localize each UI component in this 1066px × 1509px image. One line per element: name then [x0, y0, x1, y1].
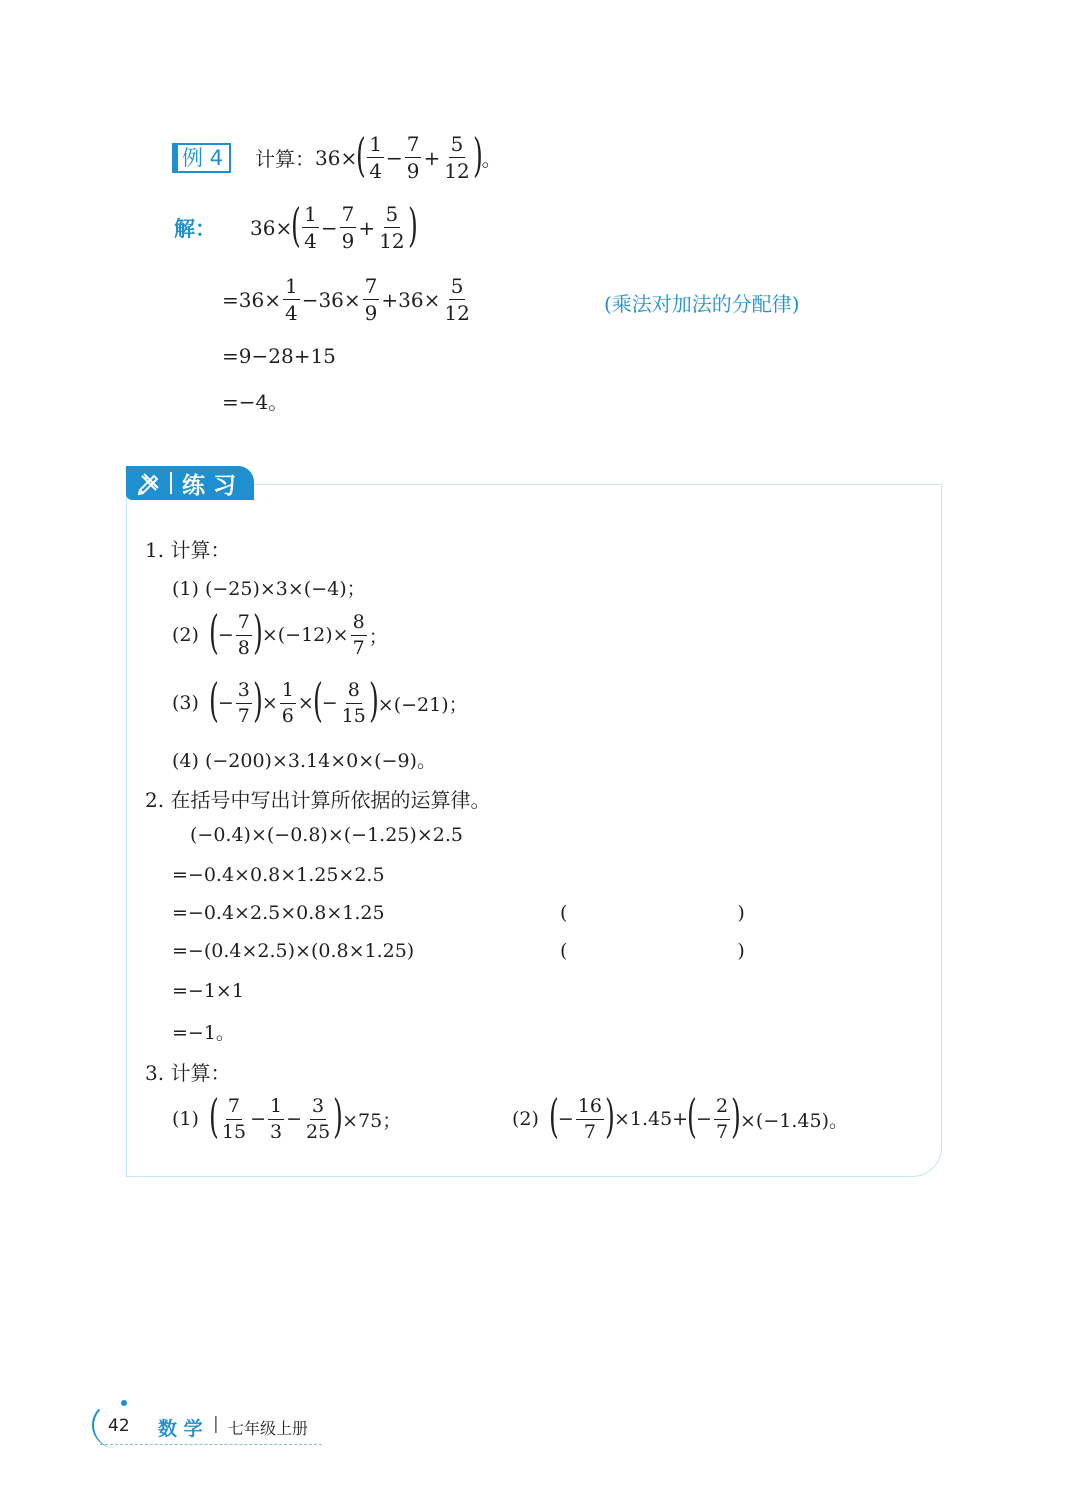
practice-tab [126, 466, 254, 500]
part-number: (2) [512, 1108, 539, 1130]
sign: − [217, 624, 234, 646]
fraction: $\frac{7}{9}$ [341, 202, 355, 253]
coef: 36× [250, 215, 293, 240]
left-paren: ( [208, 673, 219, 727]
right-paren: ) [368, 673, 379, 727]
fraction: $\frac{7}{8}$ [237, 610, 250, 659]
fraction: $\frac{3}{25}$ [306, 1094, 331, 1143]
fraction: $\frac{16}{7}$ [577, 1094, 602, 1143]
fraction: $\frac{7}{15}$ [221, 1094, 247, 1143]
operator: × [261, 692, 278, 714]
footer-dot [121, 1400, 127, 1406]
example-coef: 36× [315, 145, 358, 170]
term: ×(−21)； [377, 693, 468, 716]
operator: − [286, 1108, 302, 1130]
example-heading [172, 127, 502, 183]
q3-title: 3. 计算： [145, 1061, 231, 1085]
solution-label: 解： [174, 216, 216, 241]
term: ×(−1.45)。 [740, 1109, 848, 1132]
q2-line-4: =−1×1 [172, 980, 244, 1002]
blank-open-paren: ( [560, 940, 568, 962]
left-paren: ( [291, 197, 302, 252]
footer-dashed-line [100, 1444, 322, 1445]
book-name: 七年级上册 [228, 1419, 309, 1438]
example-tag: 例 4 [172, 143, 231, 173]
tab-divider [170, 472, 172, 494]
q2-title: 2. 在括号中写出计算所依据的运算律。 [145, 788, 491, 812]
right-paren: ) [472, 127, 483, 182]
term: −36× [301, 287, 361, 312]
term: +36× [381, 287, 441, 312]
solution-line-0 [174, 197, 418, 253]
left-paren: ( [548, 1089, 559, 1143]
operator: + [358, 215, 376, 240]
solution-line-2: =9−28+15 [222, 344, 336, 368]
right-paren: ) [333, 1089, 344, 1143]
operator: − [250, 1108, 266, 1130]
part-number: (2) [172, 624, 199, 646]
footer-divider: | [213, 1414, 219, 1434]
fraction: $\frac{2}{7}$ [715, 1094, 729, 1143]
fraction: $\frac{8}{7}$ [352, 610, 365, 659]
q3-part-2 [512, 1089, 848, 1143]
fraction: $\frac{1}{6}$ [281, 678, 294, 727]
fraction: $\frac{5}{12}$ [379, 202, 405, 253]
q2-line-5: =−1。 [172, 1022, 235, 1044]
operator: − [320, 215, 338, 240]
sign: − [557, 1108, 574, 1130]
operator: − [385, 145, 403, 170]
fraction: $\frac{1}{4}$ [304, 202, 317, 253]
fraction: $\frac{8}{15}$ [341, 678, 366, 727]
q2-line-1: =−0.4×0.8×1.25×2.5 [172, 864, 385, 886]
period: 。 [481, 147, 502, 171]
right-paren: ) [252, 673, 263, 727]
answer-blank-1[interactable] [560, 902, 745, 924]
solution-line-3: =−4。 [222, 390, 289, 414]
term: ×(−12)× [261, 624, 349, 646]
fraction: $\frac{1}{3}$ [269, 1094, 283, 1143]
term: ×1.45+ [613, 1108, 689, 1130]
q3-part-1 [172, 1089, 402, 1143]
fraction: $\frac{5}{12}$ [444, 132, 470, 183]
blank-close-paren: ) [737, 940, 745, 962]
fraction: $\frac{1}{4}$ [369, 132, 382, 183]
part-number: (3) [172, 692, 199, 714]
blank-open-paren: ( [560, 902, 568, 924]
operator: + [423, 145, 441, 170]
left-paren: ( [687, 1089, 698, 1143]
q1-part-3 [172, 673, 468, 727]
left-paren: ( [312, 673, 323, 727]
operator: × [297, 692, 314, 714]
sign: − [696, 1108, 712, 1130]
example-prompt: 计算： [255, 147, 316, 171]
term: ×75； [342, 1109, 402, 1132]
left-paren: ( [208, 1089, 219, 1143]
page-number: 42 [108, 1416, 130, 1436]
pencil-ruler-icon [136, 470, 162, 496]
right-paren: ) [407, 197, 418, 252]
fraction: $\frac{3}{7}$ [237, 678, 250, 727]
q2-line-2: =−0.4×2.5×0.8×1.25 [172, 902, 385, 924]
subject-name: 数 学 [158, 1418, 203, 1440]
left-paren: ( [208, 605, 219, 659]
right-paren: ) [252, 605, 263, 659]
sign: − [321, 692, 338, 714]
solution-line-1 [222, 276, 474, 323]
q2-line-3: =−(0.4×2.5)×(0.8×1.25) [172, 940, 415, 962]
part-number: (1) [172, 1108, 199, 1130]
q1-part-2 [172, 605, 388, 659]
answer-blank-2[interactable] [560, 940, 745, 962]
right-paren: ) [605, 1089, 615, 1143]
practice-title: 练习 [182, 472, 244, 499]
q2-line-0: (−0.4)×(−0.8)×(−1.25)×2.5 [190, 824, 463, 846]
q1-part-1: (1) (−25)×3×(−4)； [172, 578, 366, 600]
fraction: $\frac{5}{12}$ [444, 274, 470, 325]
fraction: $\frac{7}{9}$ [364, 274, 378, 325]
semicolon: ； [368, 625, 388, 648]
fraction: $\frac{7}{9}$ [406, 132, 420, 183]
q1-part-4: (4) (−200)×3.14×0×(−9)。 [172, 750, 436, 772]
q1-title: 1. 计算： [145, 538, 231, 562]
blank-close-paren: ) [737, 902, 745, 924]
fraction: $\frac{1}{4}$ [284, 274, 298, 325]
right-paren: ) [731, 1089, 741, 1143]
sign: − [217, 692, 234, 714]
distributive-law-note: (乘法对加法的分配律) [604, 292, 800, 316]
left-paren: ( [356, 127, 367, 182]
term: =36× [222, 287, 281, 312]
